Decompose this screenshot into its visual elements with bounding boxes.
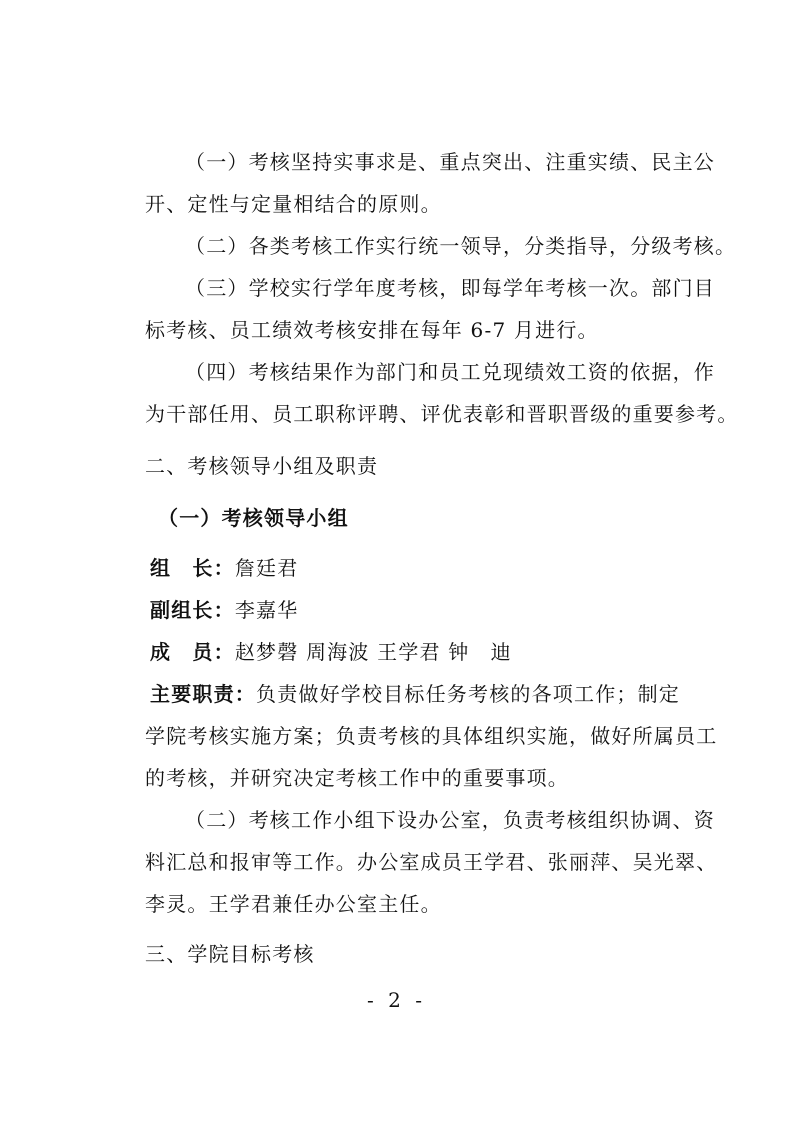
paragraph-1-line-1: （一）考核坚持实事求是、重点突出、注重实绩、民主公 — [185, 150, 715, 174]
paragraph-4-line-2: 为干部任用、员工职称评聘、评优表彰和晋职晋级的重要参考。 — [145, 402, 739, 426]
section-2-subheading: （一）考核领导小组 — [158, 506, 349, 530]
duties-line-2: 学院考核实施方案；负责考核的具体组织实施，做好所属员工 — [145, 724, 718, 748]
page-number: - 2 - — [367, 988, 426, 1012]
office-line-2: 料汇总和报审等工作。办公室成员王学君、张丽萍、吴光翠、 — [145, 850, 718, 874]
duties-line-3: 的考核，并研究决定考核工作中的重要事项。 — [145, 766, 569, 790]
paragraph-2: （二）各类考核工作实行统一领导，分类指导，分级考核。 — [185, 234, 737, 258]
paragraph-1-line-2: 开、定性与定量相结合的原则。 — [145, 192, 442, 216]
paragraph-4-line-1: （四）考核结果作为部门和员工兑现绩效工资的依据，作 — [185, 360, 715, 384]
deputy-row — [150, 598, 298, 622]
members-value: 赵梦磬 周海波 王学君 钟 迪 — [234, 640, 512, 664]
members-label: 成 员： — [150, 640, 235, 664]
paragraph-3-line-2: 标考核、员工绩效考核安排在每年 6-7 月进行。 — [145, 318, 599, 342]
section-3-heading: 三、学院目标考核 — [145, 942, 315, 966]
leader-label: 组 长： — [150, 556, 235, 580]
deputy-value: 李嘉华 — [234, 598, 299, 622]
paragraph-3-line-1: （三）学校实行学年度考核，即每学年考核一次。部门目 — [185, 276, 715, 300]
duties-text-1: 负责做好学校目标任务考核的各项工作；制定 — [256, 682, 680, 706]
duties-label: 主要职责： — [150, 682, 256, 706]
members-row — [150, 640, 512, 664]
office-line-3: 李灵。王学君兼任办公室主任。 — [145, 892, 442, 916]
office-line-1: （二）考核工作小组下设办公室，负责考核组织协调、资 — [185, 808, 715, 832]
duties-line-1 — [150, 682, 680, 706]
deputy-label: 副组长： — [150, 598, 235, 622]
leader-value: 詹廷君 — [234, 556, 299, 580]
section-2-heading: 二、考核领导小组及职责 — [145, 454, 379, 478]
leader-row — [150, 556, 298, 580]
